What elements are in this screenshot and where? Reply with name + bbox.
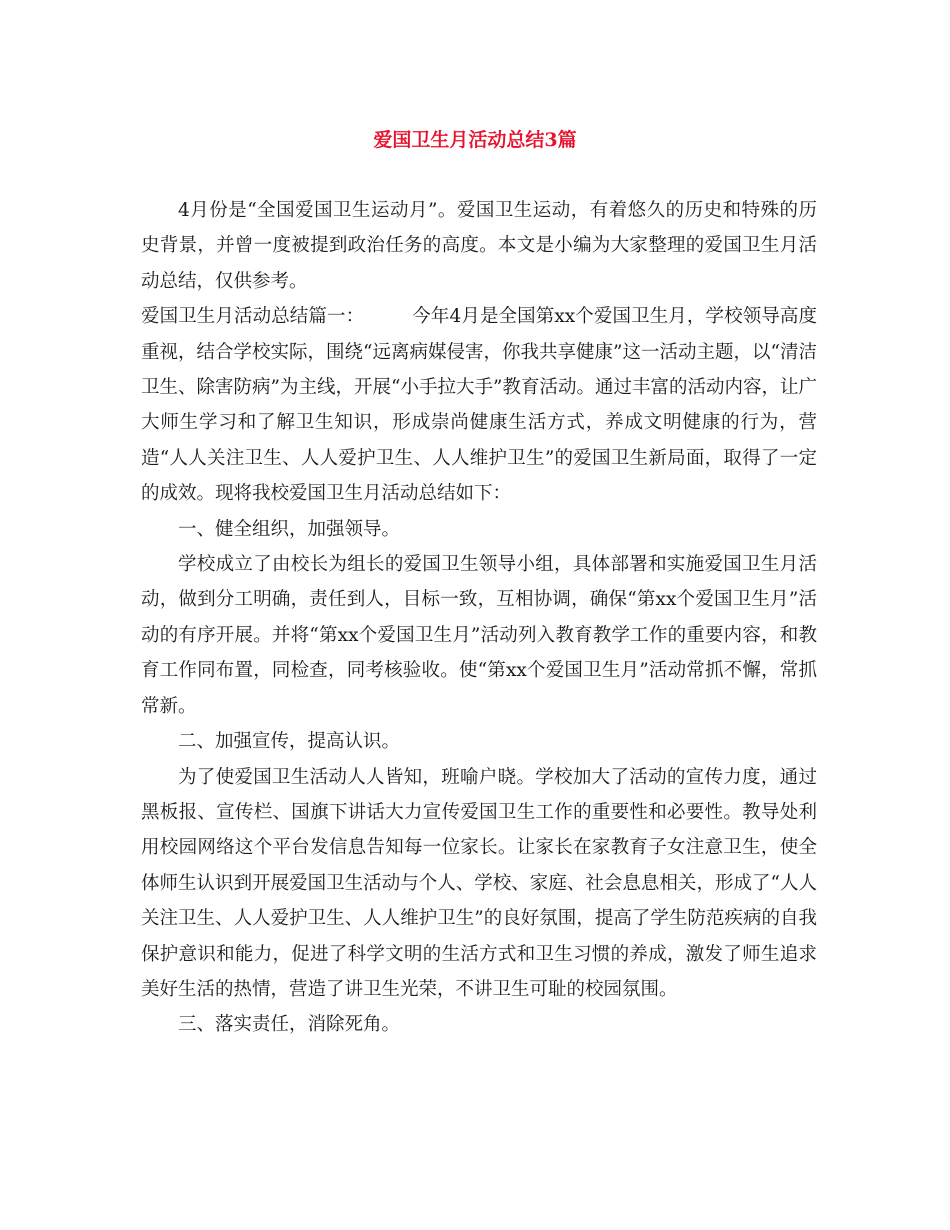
heading-publicity: 二、加强宣传，提高认识。 bbox=[178, 731, 401, 753]
document-body bbox=[141, 193, 817, 1043]
paragraph-organization: 学校成立了由校长为组长的爱国卫生领导小组，具体部署和实施爱国卫生月活动，做到分工明确，责任到人，目标一致，互相协调，确保“第xx个爱国卫生月”活动的有序开展。并将“第xx个爱国卫生月”活动列入教育教学工作的重要内容，和教育工作同布置，同检查，同考核验收。使“第xx个爱国卫生月”活动常抓不懈，常抓常新。 bbox=[141, 554, 817, 717]
intro-paragraph: 4月份是“全国爱国卫生运动月”。爱国卫生运动，有着悠久的历史和特殊的历史背景，并曾一度被提到政治任务的高度。本文是小编为大家整理的爱国卫生月活动总结，仅供参考。 bbox=[141, 200, 817, 292]
section-one-text: 今年4月是全国第xx个爱国卫生月，学校领导高度重视，结合学校实际，围绕“远离病媒侵害，你我共享健康”这一活动主题，以“清洁卫生、除害防病”为主线，开展“小手拉大手”教育活动。通过丰富的活动内容，让广大师生学习和了解卫生知识，形成崇尚健康生活方式，养成文明健康的行为，营造“人人关注卫生、人人爱护卫生、人人维护卫生”的爱国卫生新局面，取得了一定的成效。现将我校爱国卫生月活动总结如下： bbox=[141, 306, 817, 505]
section-one-label: 爱国卫生月活动总结篇一： bbox=[141, 306, 365, 328]
section-one-paragraph bbox=[141, 299, 817, 511]
document-title: 爱国卫生月活动总结3篇 bbox=[373, 129, 577, 151]
heading-organization: 一、健全组织，加强领导。 bbox=[178, 518, 401, 540]
paragraph-publicity: 为了使爱国卫生活动人人皆知，班喻户晓。学校加大了活动的宣传力度，通过黑板报、宣传栏、国旗下讲话大力宣传爱国卫生工作的重要性和必要性。教导处利用校园网络这个平台发信息告知每一位家长。让家长在家教育子女注意卫生，使全体师生认识到开展爱国卫生活动与个人、学校、家庭、社会息息相关，形成了“人人关注卫生、人人爱护卫生、人人维护卫生”的良好氛围，提高了学生防范疾病的自我保护意识和能力，促进了科学文明的生活方式和卫生习惯的养成，激发了师生追求美好生活的热情，营造了讲卫生光荣，不讲卫生可耻的校园氛围。 bbox=[141, 766, 817, 1000]
heading-responsibility: 三、落实责任，消除死角。 bbox=[178, 1014, 401, 1036]
